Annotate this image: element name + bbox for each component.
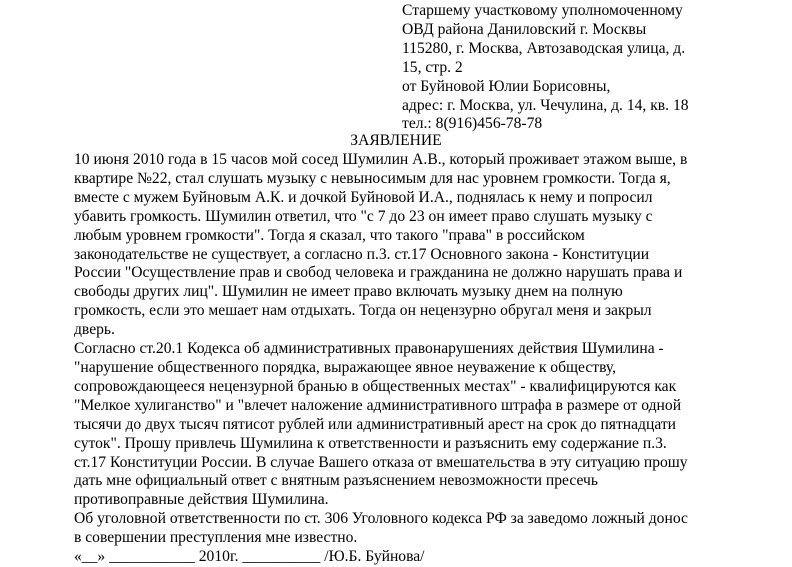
sender-line: от Буйновой Юлии Борисовны, [402,77,611,95]
body-line: любым уровнем громкости". Тогда я сказал, что такого "права" в российском [74,226,585,244]
body-line: "Мелкое хулиганство" и "влечет наложение административного штрафа в размере от одной [74,396,682,414]
body-line: суток". Прошу привлечь Шумилина к ответственности и разъяснить ему содержание п.3. [74,434,667,452]
addressee-line: 115280, г. Москва, Автозаводская улица, д. [402,39,686,57]
body-line: Об уголовной ответственности по ст. 306 Уголовного кодекса РФ за заведомо ложный донос [74,510,688,528]
body-line: тысячи до двух тысяч пятисот рублей или административный арест на срок до пятнадцати [74,415,677,433]
document-title: ЗАЯВЛЕНИЕ [350,132,442,149]
sender-line: адрес: г. Москва, ул. Чечулина, д. 14, кв. 18 [402,96,689,114]
body-line: квартире №22, стал слушать музыку с невыносимым для нас уровнем громкости. Тогда я, [74,169,671,187]
body-line: громкость, если это мешает нам отдыхать. Тогда он нецензурно обругал меня и закрыл [74,302,652,320]
addressee-block [402,2,732,134]
addressee-line: 15, стр. 2 [402,58,463,76]
body-line: противоправные действия Шумилина. [74,491,329,509]
body-line: дать мне официальный ответ с внятным разъяснением невозможности пресечь [74,472,598,490]
body-line: Согласно ст.20.1 Кодекса об административных правонарушениях действия Шумилина - [74,340,664,358]
body-line: убавить громкость. Шумилин ответил, что "с 7 до 23 он имеет право слушать музыку с [74,207,653,225]
body-line: дверь. [74,321,115,339]
body-line: сопровождающееся нецензурной бранью в общественных местах" - квалифицируются как [74,377,677,395]
addressee-line: Старшему участковому уполномоченному [402,2,683,19]
sender-line: тел.: 8(916)456-78-78 [402,115,543,133]
body-line: России "Осуществление прав и свобод человека и гражданина не должно нарушать права и [74,264,683,282]
body-line: 10 июня 2010 года в 15 часов мой сосед Шумилин А.В., который проживает этажом выше, в [74,151,688,168]
body-line: "нарушение общественного порядка, выражающее явное неуважение к обществу, [74,358,617,376]
body-line: законодательстве не существует, а согласно п.3. ст.17 Основного закона - Конституции [74,245,650,263]
body-line: в совершении преступления мне известно. [74,529,358,547]
body-line: свободы других лиц". Шумилин не имеет право включать музыку днем на полную [74,283,623,301]
signature-line: «__» ___________ 2010г. __________ /Ю.Б. Буйнова/ [74,548,425,566]
addressee-line: ОВД района Даниловский г. Москвы [402,20,647,38]
body-line: ст.17 Конституции России. В случае Вашего отказа от вмешательства в эту ситуацию прошу [74,453,688,471]
statement-body [74,151,774,567]
body-line: вместе с мужем Буйновым А.К. и дочкой Буйновой И.А., поднялась к нему и попросил [74,188,653,206]
